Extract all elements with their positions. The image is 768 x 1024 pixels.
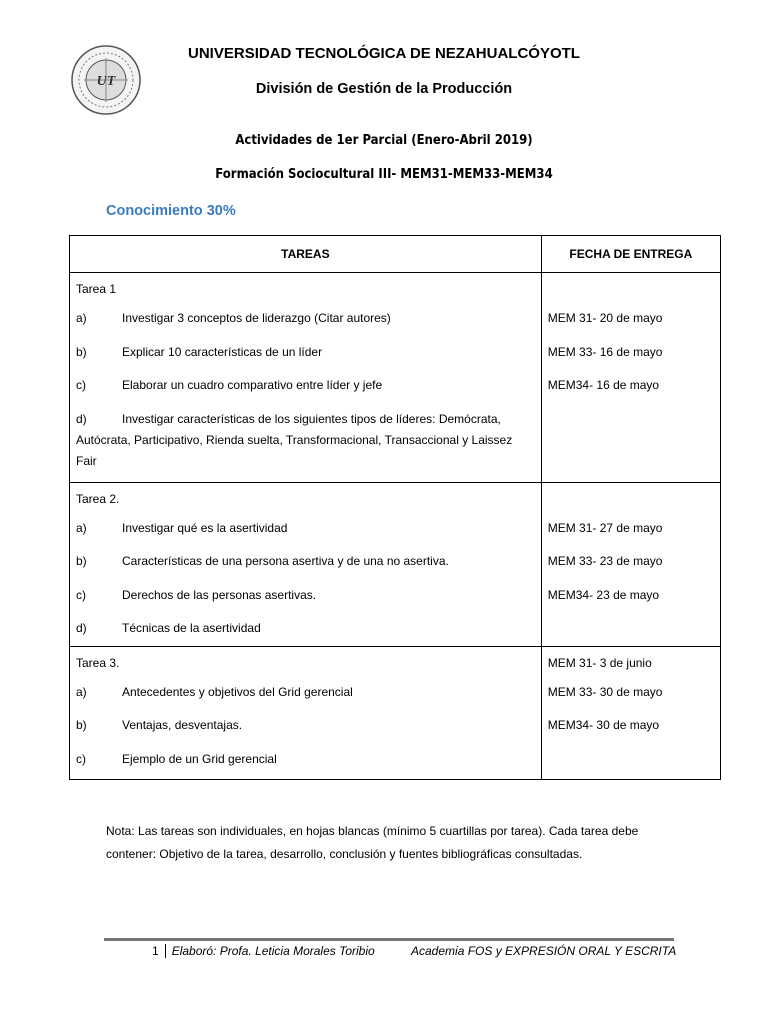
activities-title: Actividades de 1er Parcial (Enero-Abril 2019)	[235, 133, 533, 148]
item-label: b)	[76, 718, 87, 732]
footer-left	[152, 944, 375, 958]
footer-academy: Academia FOS y EXPRESIÓN ORAL Y ESCRITA	[411, 944, 677, 958]
item-label: c)	[76, 587, 86, 602]
task-cell	[70, 273, 542, 483]
item-label: c)	[76, 378, 86, 392]
task-title: Tarea 1	[76, 282, 117, 296]
item-text: Derechos de las personas asertivas.	[122, 587, 317, 602]
list-item	[76, 512, 535, 546]
item-label: d)	[76, 621, 87, 635]
list-item	[76, 743, 535, 779]
item-text: Elaborar un cuadro comparativo entre líder y jefe	[122, 378, 383, 392]
task-title: Tarea 3.	[76, 655, 120, 670]
item-text: Ejemplo de un Grid gerencial	[122, 751, 277, 766]
column-header-tasks: TAREAS	[70, 236, 542, 273]
division-name: División de Gestión de la Producción	[255, 81, 513, 97]
footer-divider	[104, 938, 674, 941]
tasks-table	[69, 235, 721, 780]
item-label: a)	[76, 684, 87, 699]
date-cell	[541, 646, 720, 779]
item-label: b)	[76, 554, 87, 568]
list-item	[76, 612, 535, 646]
delivery-date: MEM 33- 23 de mayo	[547, 554, 663, 568]
item-label: d)	[76, 411, 87, 426]
note-text: Nota: Las tareas son individuales, en hojas blancas (mínimo 5 cuartillas por tarea). Cada tarea debe contener: Objetivo de la tarea, desarrollo, conclusión y fuentes bibliográficas consultadas.	[106, 824, 639, 861]
course-title: Formación Sociocultural III- MEM31-MEM33-MEM34	[215, 167, 553, 182]
university-name: UNIVERSIDAD TECNOLÓGICA DE NEZAHUALCÓYOTL	[188, 45, 580, 62]
delivery-date: MEM34- 30 de mayo	[547, 718, 660, 732]
task-title: Tarea 2.	[76, 491, 120, 506]
list-item	[76, 709, 535, 743]
item-text: Técnicas de la asertividad	[122, 621, 261, 635]
task-cell	[70, 646, 542, 779]
date-cell	[541, 273, 720, 483]
task-cell	[70, 482, 542, 646]
list-item	[76, 579, 535, 613]
delivery-date: MEM34- 23 de mayo	[547, 587, 660, 602]
table-row	[70, 646, 721, 779]
table-row	[70, 273, 721, 483]
list-item	[76, 369, 535, 403]
delivery-date: MEM 31- 20 de mayo	[547, 311, 663, 325]
delivery-date: MEM 31- 3 de junio	[547, 655, 652, 670]
delivery-date: MEM 33- 16 de mayo	[547, 344, 663, 359]
item-text: Investigar características de los siguientes tipos de líderes: Demócrata, Autócrata, Participativo, Rienda suelta, Transformacional, Transaccional y Laissez Fair	[76, 411, 513, 468]
item-text: Investigar 3 conceptos de liderazgo (Citar autores)	[122, 311, 391, 325]
item-text: Explicar 10 características de un líder	[122, 344, 323, 359]
item-text: Características de una persona asertiva y de una no asertiva.	[122, 554, 449, 568]
list-item	[76, 676, 535, 710]
svg-text:UT: UT	[96, 74, 116, 89]
item-text: Ventajas, desventajas.	[122, 718, 243, 732]
item-text: Investigar qué es la asertividad	[122, 520, 288, 535]
delivery-date: MEM 33- 30 de mayo	[547, 684, 663, 699]
footer-author: Elaboró: Profa. Leticia Morales Toribio	[171, 944, 375, 958]
column-header-date: FECHA DE ENTREGA	[541, 236, 720, 273]
list-item	[76, 336, 535, 370]
item-text: Antecedentes y objetivos del Grid gerencial	[122, 684, 353, 699]
item-label: c)	[76, 751, 86, 766]
item-label: b)	[76, 344, 87, 359]
table-row	[70, 482, 721, 646]
list-item	[76, 403, 535, 482]
page-number: 1	[152, 944, 166, 958]
list-item	[76, 302, 535, 336]
delivery-date: MEM 31- 27 de mayo	[547, 520, 663, 535]
section-title: Conocimiento 30%	[106, 203, 236, 219]
table-header-row	[70, 236, 721, 273]
delivery-date: MEM34- 16 de mayo	[547, 378, 660, 392]
item-label: a)	[76, 520, 87, 535]
list-item	[76, 545, 535, 579]
item-label: a)	[76, 311, 87, 325]
date-cell	[541, 482, 720, 646]
